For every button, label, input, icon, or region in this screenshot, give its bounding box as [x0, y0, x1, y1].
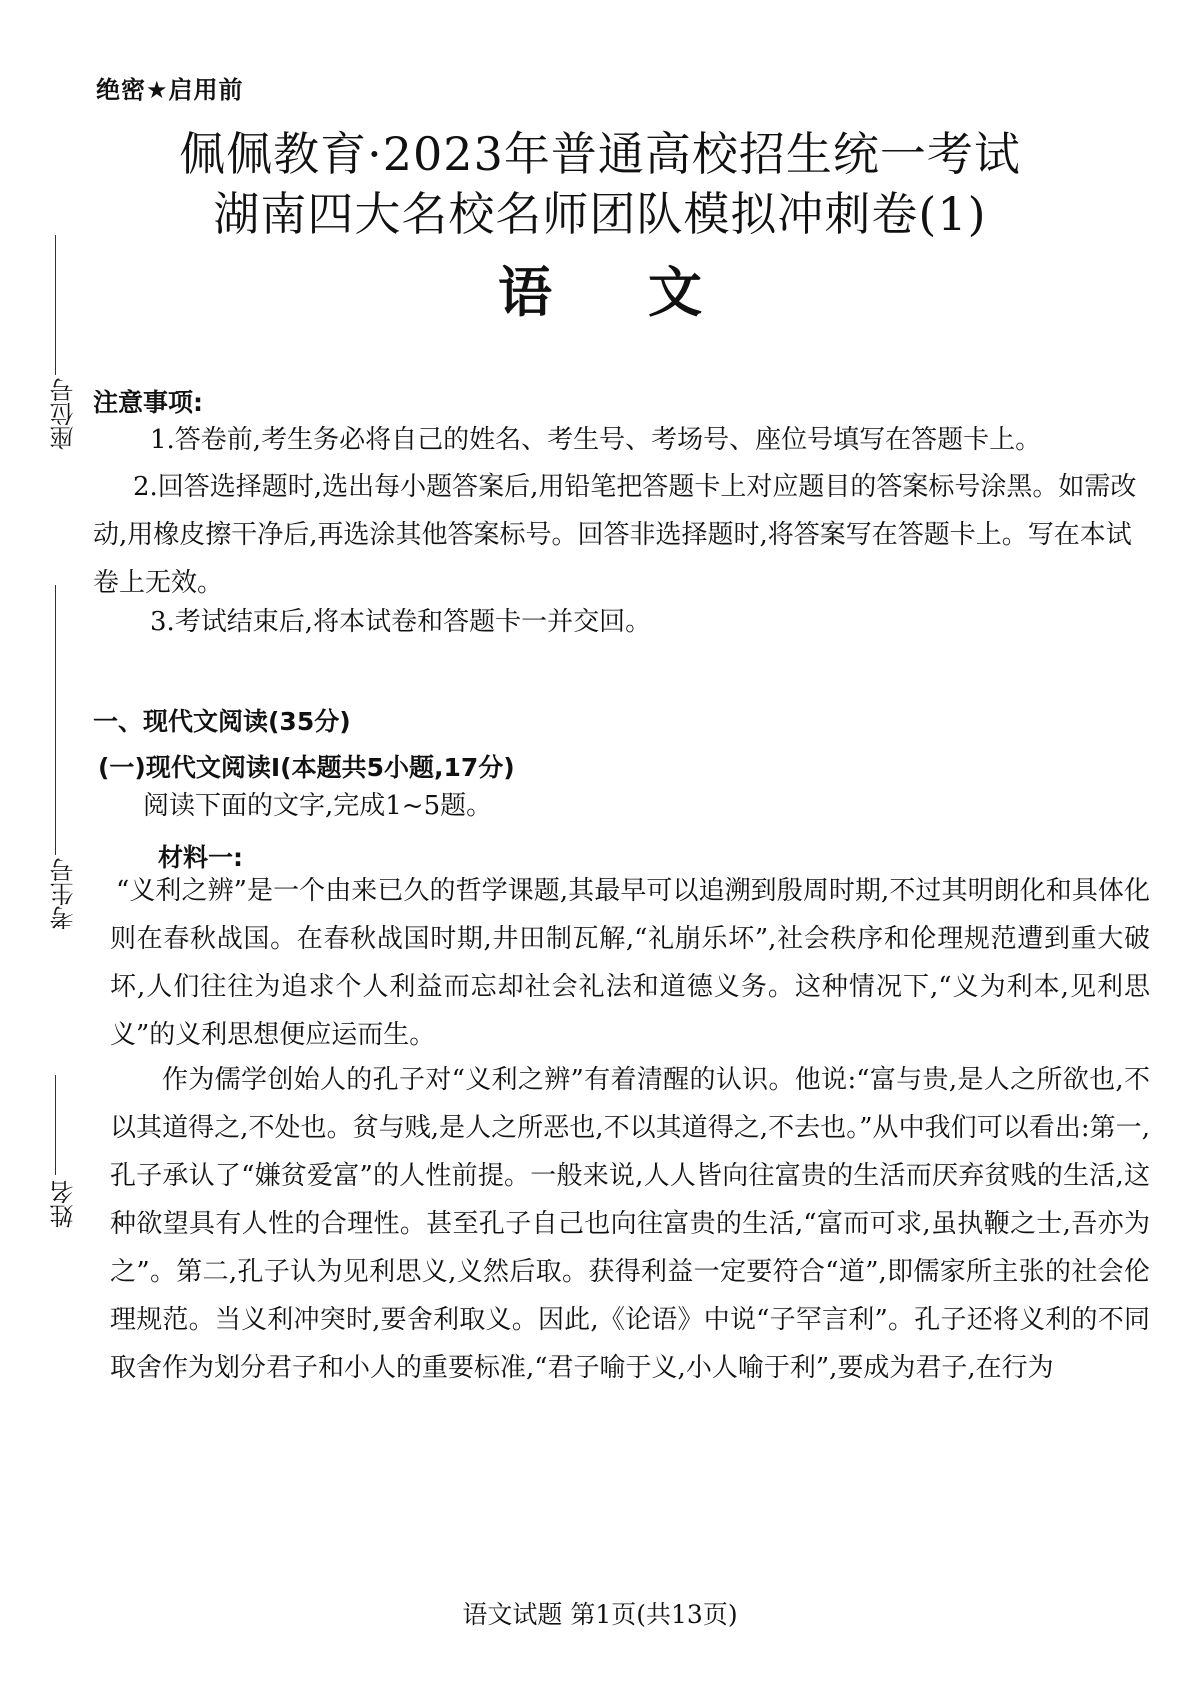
material-paragraph-1: “义利之辨”是一个由来已久的哲学课题,其最早可以追溯到殷周时期,不过其明朗化和具体化则在春秋战国。在春秋战国时期,井田制瓦解,“礼崩乐坏”,社会秩序和伦理规范遭到重大破坏,人们往往为追求个人利益而忘却社会礼法和道德义务。这种情况下,“义为利本,见利思义”的义利思想便应运而生。 — [110, 876, 1150, 1050]
material-paragraph-2: 作为儒学创始人的孔子对“义利之辨”有着清醒的认识。他说:“富与贵,是人之所欲也,不以其道得之,不处也。贫与贱,是人之所恶也,不以其道得之,不去也。”从中我们可以看出:第一,孔子承认了“嫌贫爱富”的人性前提。一般来说,人人皆向往富贵的生活而厌弃贫贱的生活,这种欲望具有人性的合理性。甚至孔子自己也向往富贵的生活,“富而可求,虽执鞭之士,吾亦为之”。第二,孔子认为见利思义,义然后取。获得利益一定要符合“道”,即儒家所主张的社会伦理规范。当义利冲突时,要舍利取义。因此,《论语》中说“子罕言利”。孔子还将义利的不同取舍作为划分君子和小人的重要标准,“君子喻于义,小人喻于利”,要成为君子,在行为 — [110, 1065, 1150, 1383]
material-label: 材料一: — [158, 843, 243, 872]
candidate-number-label: 考生号 — [50, 858, 78, 930]
section-subheading: (一)现代文阅读Ⅰ(本题共5小题,17分) — [98, 753, 515, 782]
notice-item-3: 3.考试结束后,将本试卷和答题卡一并交回。 — [150, 607, 652, 637]
exam-title: 佩佩教育·2023年普通高校招生统一考试 — [179, 127, 1021, 181]
notice-heading: 注意事项: — [93, 388, 203, 417]
name-line — [55, 1075, 56, 1175]
reading-instruction: 阅读下面的文字,完成1~5题。 — [143, 791, 493, 821]
seat-number-label: 座位号 — [50, 378, 78, 450]
name-label: 姓名 — [50, 1180, 78, 1228]
seat-number-line — [55, 235, 56, 375]
candidate-number-line — [55, 585, 56, 855]
section-heading: 一、现代文阅读(35分) — [93, 707, 351, 736]
confidential-label: 绝密★启用前 — [96, 76, 244, 104]
notice-item-1: 1.答卷前,考生务必将自己的姓名、考生号、考场号、座位号填写在答题卡上。 — [150, 425, 1042, 455]
side-binding-fields — [22, 0, 82, 1697]
exam-subtitle: 湖南四大名校名师团队模拟冲刺卷(1) — [213, 187, 987, 241]
subject-title: 语文 — [498, 261, 798, 324]
page-footer: 语文试题 第1页(共13页) — [462, 1600, 738, 1629]
notice-item-2: 2.回答选择题时,选出每小题答案后,用铅笔把答题卡上对应题目的答案标号涂黑。如需改动,用橡皮擦干净后,再选涂其他答案标号。回答非选择题时,将答案写在答题卡上。写在本试卷上无效。 — [93, 472, 1137, 598]
